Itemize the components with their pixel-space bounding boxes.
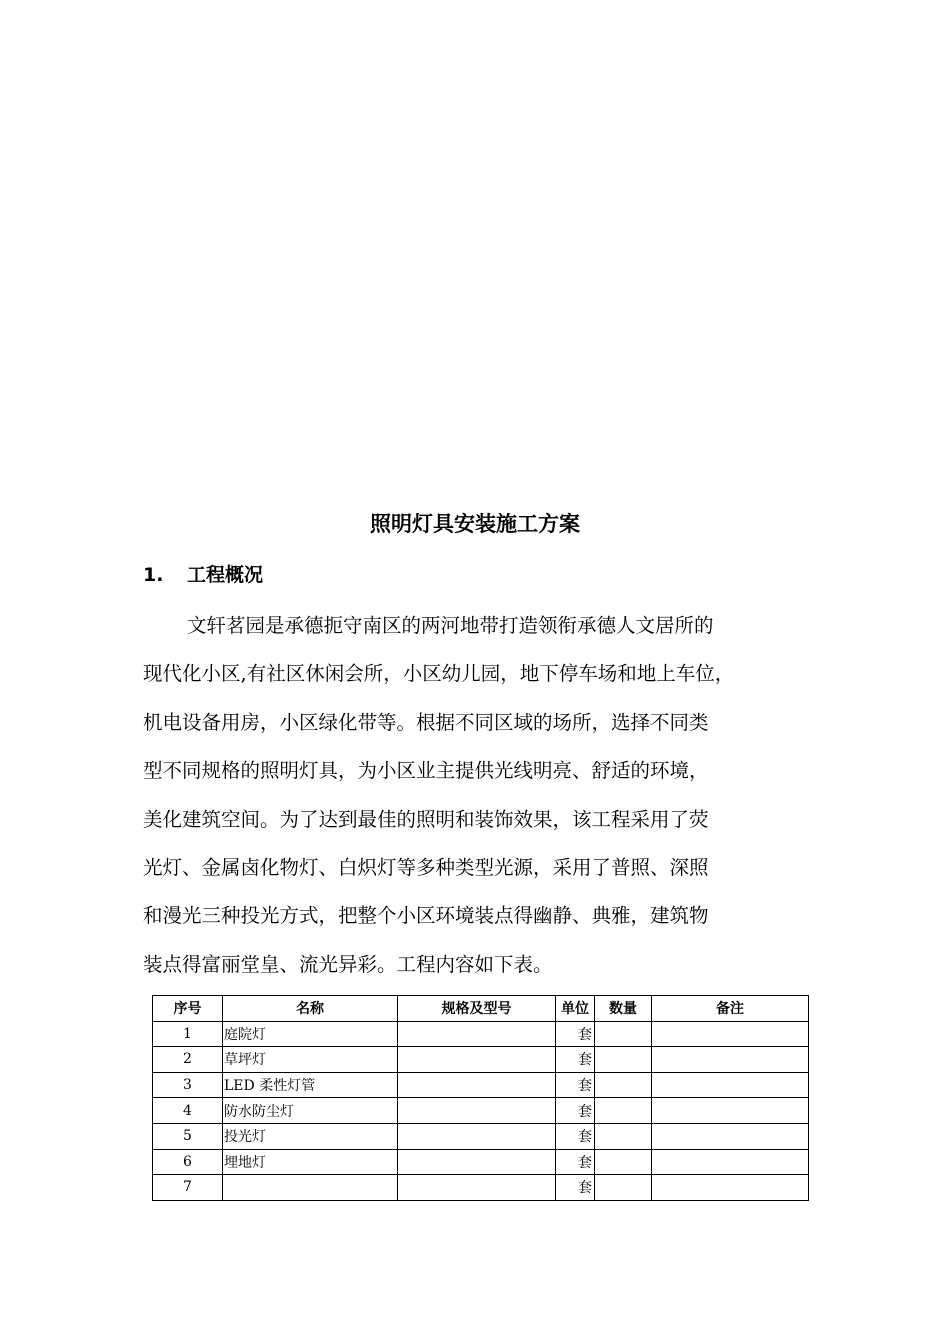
cell-no: 5 [153,1123,223,1149]
cell-name [223,1175,398,1201]
cell-spec [398,1149,556,1175]
cell-no: 4 [153,1098,223,1124]
column-header-spec: 规格及型号 [398,996,556,1022]
paragraph-line: 光灯、金属卤化物灯、白炽灯等多种类型光源，采用了普照、深照 [143,855,709,879]
paragraph-line: 文轩茗园是承德扼守南区的两河地带打造领衔承德人文居所的 [187,614,714,637]
cell-no: 1 [153,1021,223,1047]
table-row [153,1072,809,1098]
table-row [153,1123,809,1149]
paragraph-line: 美化建筑空间。为了达到最佳的照明和装饰效果，该工程采用了荧 [143,807,709,831]
cell-note [652,1098,809,1124]
table-row [153,1149,809,1175]
cell-qty [595,1149,652,1175]
cell-no: 2 [153,1047,223,1073]
table-row [153,1098,809,1124]
cell-qty [595,1047,652,1073]
cell-spec [398,1175,556,1201]
cell-unit: 套 [556,1021,595,1047]
section-heading-text: 工程概况 [187,564,264,586]
section-heading [143,559,263,591]
cell-name: 草坪灯 [223,1047,398,1073]
cell-unit: 套 [556,1098,595,1124]
cell-name: 埋地灯 [223,1149,398,1175]
cell-qty [595,1175,652,1201]
cell-spec [398,1123,556,1149]
table-row [153,1175,809,1201]
cell-note [652,1047,809,1073]
column-header-note: 备注 [652,996,809,1022]
cell-unit: 套 [556,1047,595,1073]
cell-name: 庭院灯 [223,1021,398,1047]
column-header-qty: 数量 [595,996,652,1022]
cell-unit: 套 [556,1072,595,1098]
cell-spec [398,1021,556,1047]
cell-spec [398,1072,556,1098]
column-header-unit: 单位 [556,996,595,1022]
paragraph-line: 机电设备用房，小区绿化带等。根据不同区域的场所，选择不同类 [143,710,709,734]
cell-no: 6 [153,1149,223,1175]
table-header-row [153,996,809,1022]
column-header-name: 名称 [223,996,398,1022]
table-row [153,1021,809,1047]
page-title: 照明灯具安装施工方案 [370,512,580,536]
paragraph-line: 型不同规格的照明灯具，为小区业主提供光线明亮、舒适的环境， [143,759,709,783]
paragraph-line: 现代化小区,有社区休闲会所，小区幼儿园，地下停车场和地上车位， [143,662,735,686]
cell-note [652,1021,809,1047]
table-row [153,1047,809,1073]
lighting-fixture-table [152,995,809,1201]
cell-spec [398,1098,556,1124]
cell-note [652,1149,809,1175]
cell-no: 3 [153,1072,223,1098]
cell-qty [595,1123,652,1149]
cell-unit: 套 [556,1149,595,1175]
section-number: 1. [143,564,164,586]
cell-qty [595,1072,652,1098]
cell-name: 防水防尘灯 [223,1098,398,1124]
cell-no: 7 [153,1175,223,1201]
cell-unit: 套 [556,1123,595,1149]
cell-unit: 套 [556,1175,595,1201]
paragraph-line: 和漫光三种投光方式，把整个小区环境装点得幽静、典雅，建筑物 [143,904,709,928]
cell-spec [398,1047,556,1073]
cell-note [652,1123,809,1149]
paragraph-line: 装点得富丽堂皇、流光异彩。工程内容如下表。 [143,952,553,976]
cell-name: 投光灯 [223,1123,398,1149]
cell-note [652,1175,809,1201]
cell-note [652,1072,809,1098]
cell-qty [595,1021,652,1047]
cell-name: LED 柔性灯管 [223,1072,398,1098]
overview-paragraph [143,602,823,989]
cell-qty [595,1098,652,1124]
column-header-no: 序号 [153,996,223,1022]
